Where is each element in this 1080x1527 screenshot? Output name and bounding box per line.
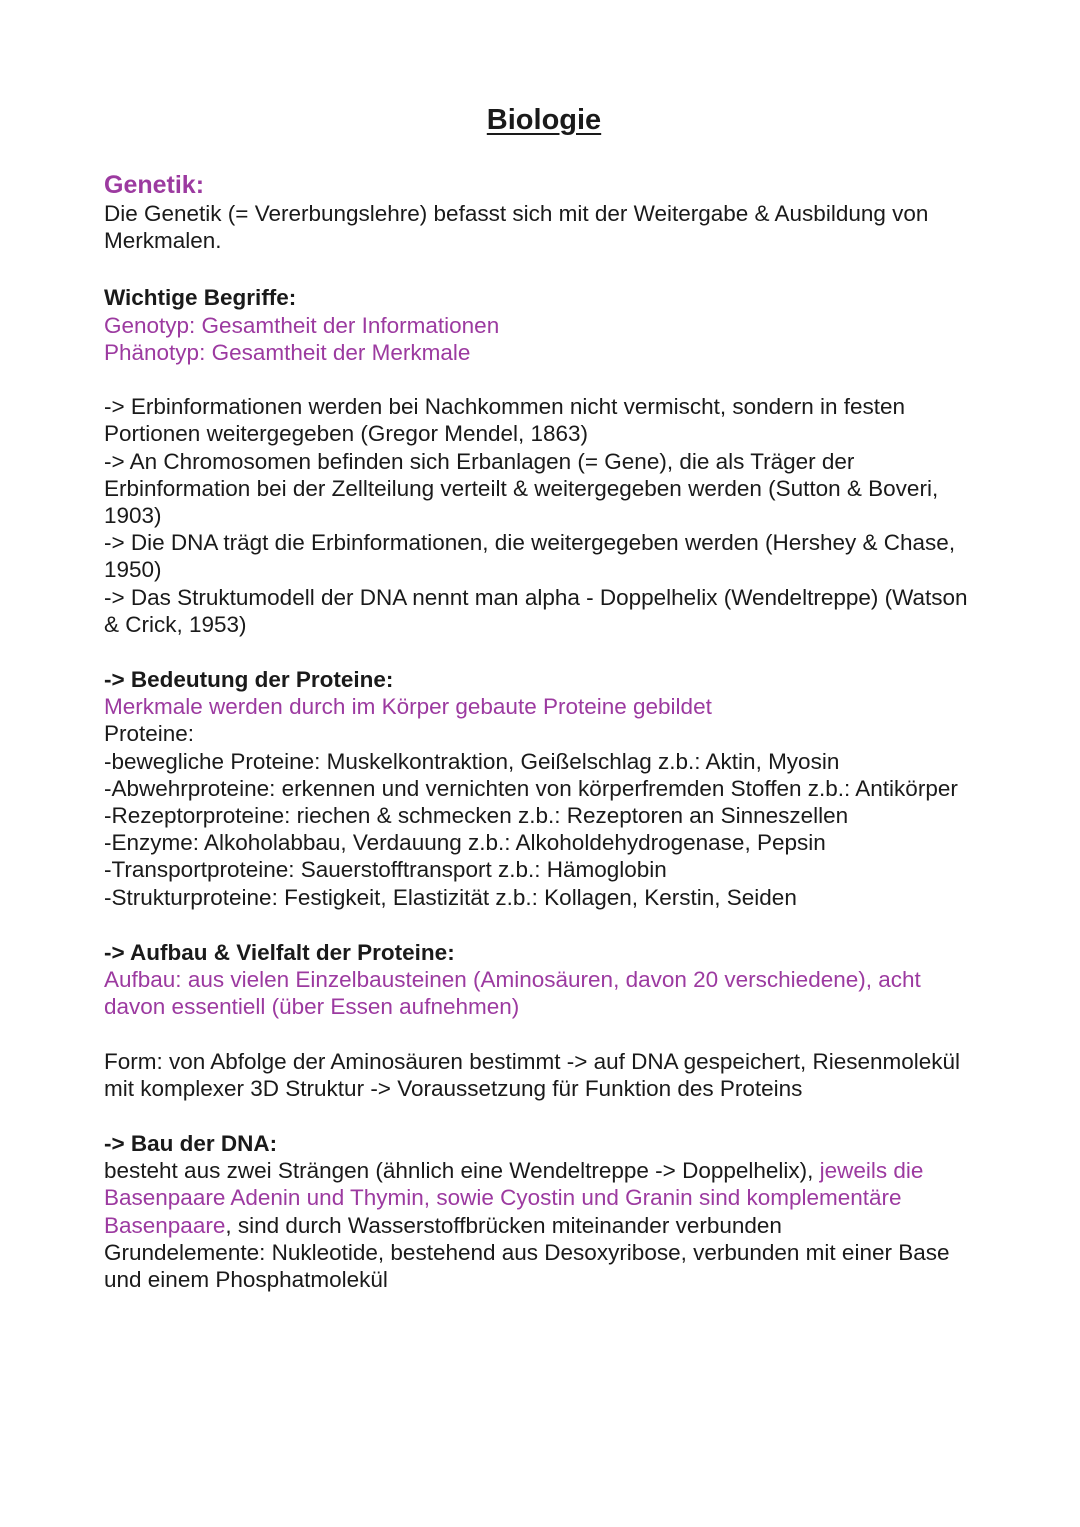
begriffe-heading: Wichtige Begriffe: xyxy=(104,285,297,311)
genetik-heading: Genetik: xyxy=(104,171,205,199)
protein-item: -Strukturproteine: Festigkeit, Elastizität z.b.: Kollagen, Kerstin, Seiden xyxy=(104,884,797,910)
history-item-watson-crick: -> Das Struktumodell der DNA nennt man alpha - Doppelhelix (Wendeltreppe) (Watson & Crick, 1953) xyxy=(104,584,968,637)
history-item-hershey-chase: -> Die DNA trägt die Erbinformationen, die weitergegeben werden (Hershey & Chase, 1950) xyxy=(104,530,956,583)
proteine-label: Proteine: xyxy=(104,721,195,747)
dna-text-highlight: jeweils die Basenpaare Adenin und Thymin, sowie Cyostin und Granin sind komplementäre Basenpaare xyxy=(104,1158,924,1238)
page-title: Biologie xyxy=(486,104,602,136)
protein-item: -Enzyme: Alkoholabbau, Verdauung z.b.: Alkoholdehydrogenase, Pepsin xyxy=(104,830,826,856)
dna-description xyxy=(104,1157,984,1239)
history-item-sutton-boveri: -> An Chromosomen befinden sich Erbanlagen (= Gene), die als Träger der Erbinformation bei der Zellteilung verteilt & weitergegeben werden (Sutton & Boveri, 1903) xyxy=(104,448,939,529)
protein-item: -bewegliche Proteine: Muskelkontraktion, Geißelschlag z.b.: Aktin, Myosin xyxy=(104,748,840,774)
phaenotyp-definition: Phänotyp: Gesamtheit der Merkmale xyxy=(104,339,471,365)
aufbau-highlight: Aufbau: aus vielen Einzelbausteinen (Aminosäuren, davon 20 verschiedene), acht davon essentiell (über Essen aufnehmen) xyxy=(104,967,921,1020)
bedeutung-heading: -> Bedeutung der Proteine: xyxy=(104,667,394,693)
genetik-intro: Die Genetik (= Vererbungslehre) befasst sich mit der Weitergabe & Ausbildung von Merkmalen. xyxy=(104,201,929,254)
genotyp-definition: Genotyp: Gesamtheit der Informationen xyxy=(104,312,500,338)
aufbau-form: Form: von Abfolge der Aminosäuren bestimmt -> auf DNA gespeichert, Riesenmolekül mit komplexer 3D Struktur -> Voraussetzung für Funktion des Proteins xyxy=(104,1048,961,1101)
aufbau-heading: -> Aufbau & Vielfalt der Proteine: xyxy=(104,939,455,965)
protein-item: -Rezeptorproteine: riechen & schmecken z.b.: Rezeptoren an Sinneszellen xyxy=(104,803,849,829)
dna-text-part2: , sind durch Wasserstoffbrücken miteinander verbunden xyxy=(225,1212,782,1238)
bedeutung-highlight: Merkmale werden durch im Körper gebaute Proteine gebildet xyxy=(104,694,712,720)
protein-item: -Abwehrproteine: erkennen und vernichten von körperfremden Stoffen z.b.: Antikörper xyxy=(104,775,958,801)
dna-heading: -> Bau der DNA: xyxy=(104,1131,278,1157)
document-content xyxy=(104,170,984,1293)
protein-item: -Transportproteine: Sauerstofftransport z.b.: Hämoglobin xyxy=(104,857,667,883)
dna-grundelemente: Grundelemente: Nukleotide, bestehend aus Desoxyribose, verbunden mit einer Base und einem Phosphatmolekül xyxy=(104,1239,950,1293)
dna-text-part1: besteht aus zwei Strängen (ähnlich eine Wendeltreppe -> Doppelhelix), xyxy=(104,1158,820,1184)
history-item-mendel: -> Erbinformationen werden bei Nachkommen nicht vermischt, sondern in festen Portionen weitergegeben (Gregor Mendel, 1863) xyxy=(104,394,906,447)
